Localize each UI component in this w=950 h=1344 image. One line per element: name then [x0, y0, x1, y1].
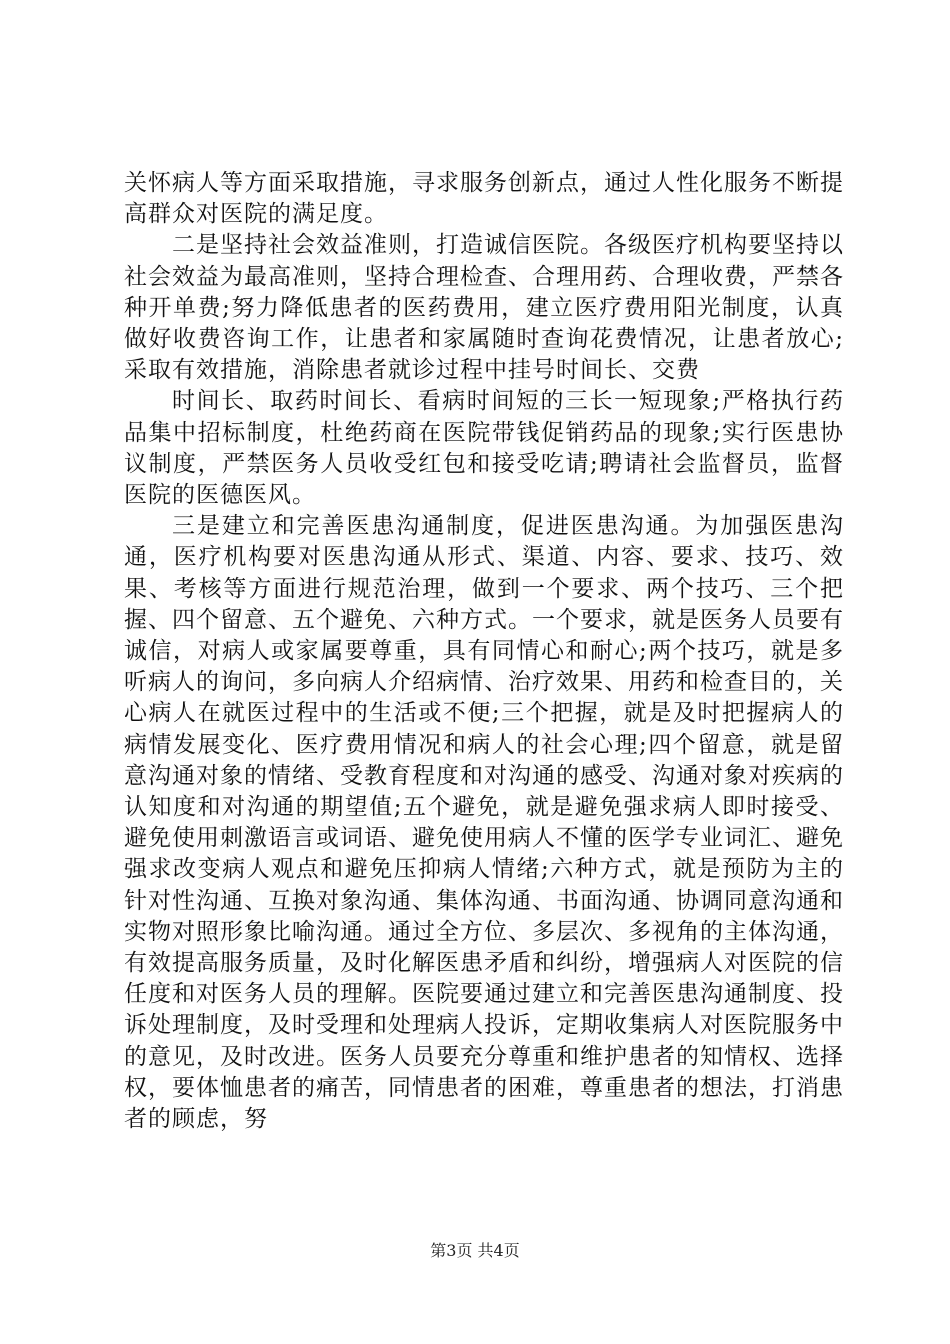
paragraph-three-long-one-short: 时间长、取药时间长、看病时间短的三长一短现象;严格执行药品集中招标制度，杜绝药商在医院带钱促销药品的现象;实行医患协议制度，严禁医务人员收受红包和接受吃请;聘请社会监督员，监督医院的医德医风。 [124, 388, 844, 509]
document-body [124, 168, 844, 1135]
paragraph-social-benefit: 二是坚持社会效益准则，打造诚信医院。各级医疗机构要坚持以社会效益为最高准则，坚持合理检查、合理用药、合理收费，严禁各种开单费;努力降低患者的医药费用，建立医疗费用阳光制度，认真做好收费咨询工作，让患者和家属随时查询花费情况，让患者放心;采取有效措施，消除患者就诊过程中挂号时间长、交费 [124, 232, 844, 384]
paragraph-communication-system: 三是建立和完善医患沟通制度，促进医患沟通。为加强医患沟通，医疗机构要对医患沟通从形式、渠道、内容、要求、技巧、效果、考核等方面进行规范治理，做到一个要求、两个技巧、三个把握、四个留意、五个避免、六种方式。一个要求，就是医务人员要有诚信，对病人或家属要尊重，具有同情心和耐心;两个技巧，就是多听病人的询问，多向病人介绍病情、治疗效果、用药和检查目的，关心病人在就医过程中的生活或不便;三个把握，就是及时把握病人的病情发展变化、医疗费用情况和病人的社会心理;四个留意，就是留意沟通对象的情绪、受教育程度和对沟通的感受、沟通对象对疾病的认知度和对沟通的期望值;五个避免，就是避免强求病人即时接受、避免使用刺激语言或词语、避免使用病人不懂的医学专业词汇、避免强求改变病人观点和避免压抑病人情绪;六种方式，就是预防为主的针对性沟通、互换对象沟通、集体沟通、书面沟通、协调同意沟通和实物对照形象比喻沟通。通过全方位、多层次、多视角的主体沟通，有效提高服务质量，及时化解医患矛盾和纠纷，增强病人对医院的信任度和对医务人员的理解。医院要通过建立和完善医患沟通制度、投诉处理制度，及时受理和处理病人投诉，定期收集病人对医院服务中的意见，及时改进。医务人员要充分尊重和维护患者的知情权、选择权，要体恤患者的痛苦，同情患者的困难，尊重患者的想法，打消患者的顾虑，努 [124, 513, 844, 1133]
paragraph-continuation: 关怀病人等方面采取措施，寻求服务创新点，通过人性化服务不断提高群众对医院的满足度。 [124, 170, 844, 228]
page-number-footer: 第3页 共4页 [430, 1241, 520, 1260]
